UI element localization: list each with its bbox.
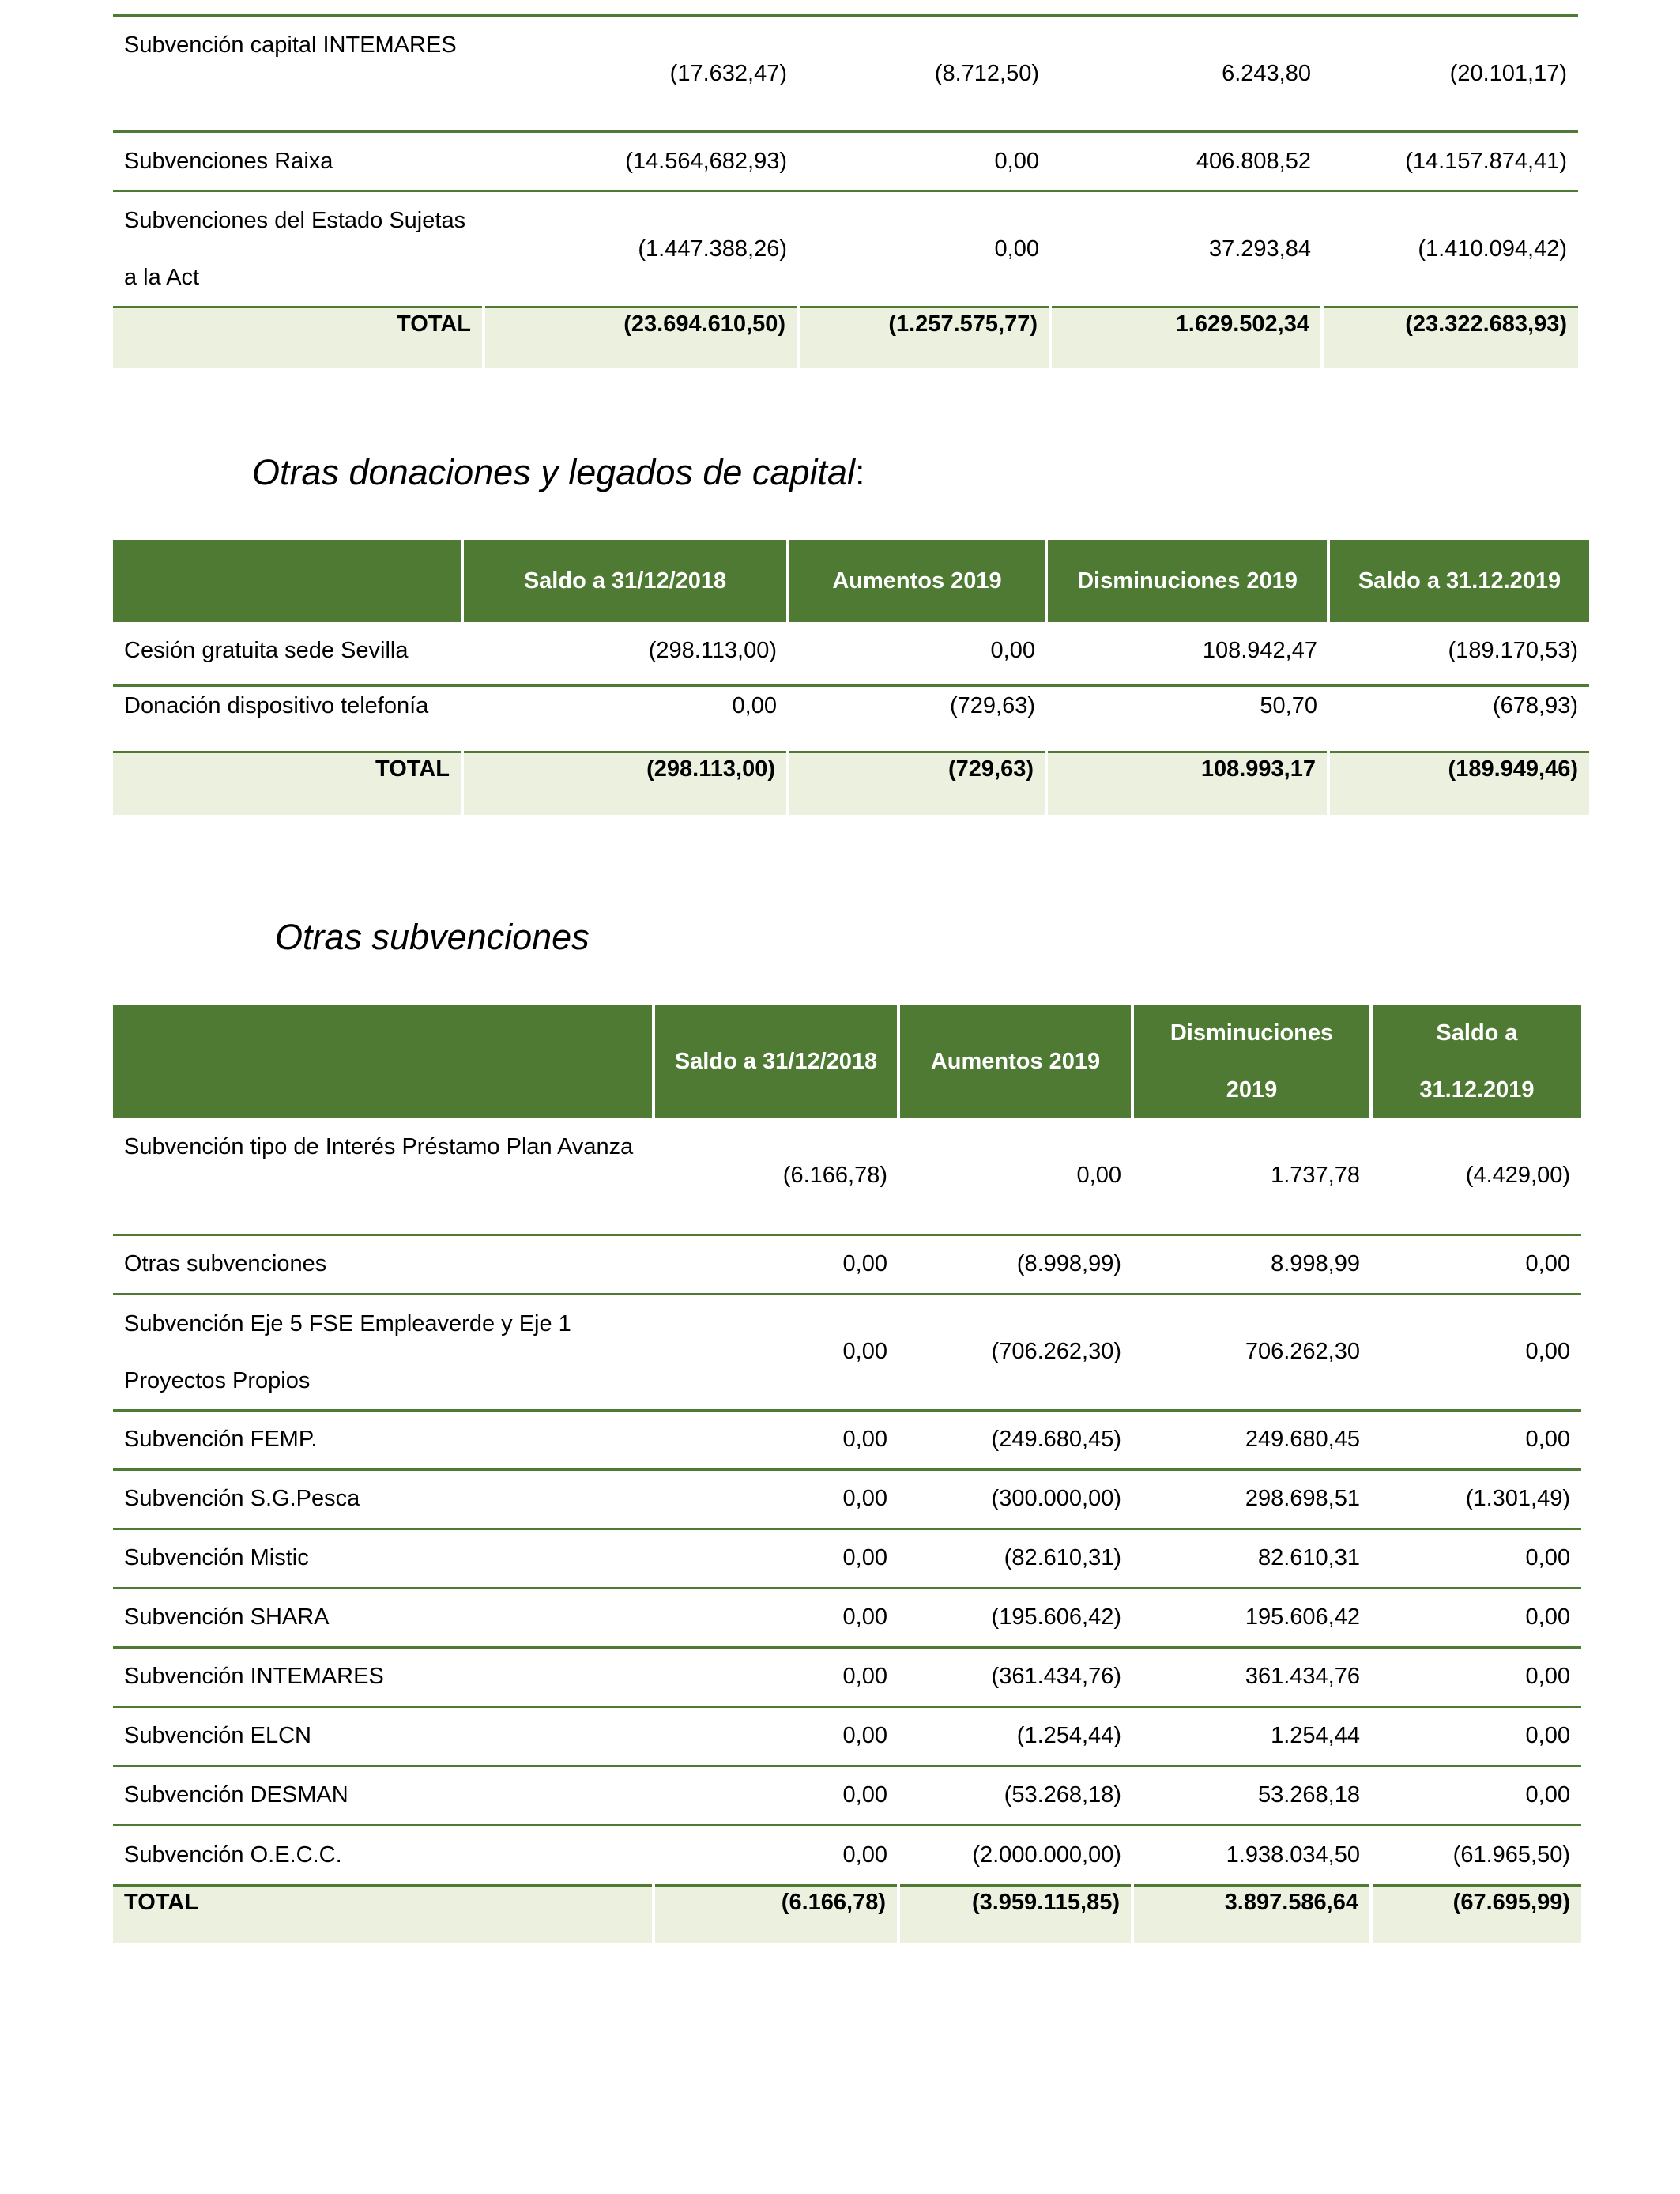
row-label: Subvención Mistic <box>113 1529 654 1588</box>
cell-saldo-2019: (189.170,53) <box>1448 638 1578 663</box>
header-disminuciones-2019: Disminuciones 2019 <box>1132 1005 1371 1118</box>
row-label: Donación dispositivo telefonía <box>113 685 462 752</box>
section-title-text: Otras subvenciones <box>275 917 590 957</box>
row-label: Subvención FEMP. <box>113 1410 654 1469</box>
row-label: Subvención SHARA <box>113 1588 654 1647</box>
cell-disminuciones-2019: 706.262,30 <box>1132 1294 1371 1410</box>
table-otras-donaciones <box>113 540 1589 815</box>
cell-disminuciones-2019: 50,70 <box>1046 685 1328 752</box>
cell-aumentos-2019: 0,00 <box>798 191 1050 307</box>
table-row <box>113 1529 1581 1588</box>
table-subvenciones-capital <box>113 14 1578 368</box>
cell-saldo-2019: 0,00 <box>1371 1766 1581 1825</box>
cell-aumentos-2019: (706.262,30) <box>898 1294 1132 1410</box>
cell-saldo-2018: (298.113,00) <box>648 638 777 663</box>
cell-saldo-2018: 0,00 <box>654 1469 898 1529</box>
cell-saldo-2019: (14.157.874,41) <box>1322 132 1578 191</box>
total-saldo-2018: (6.166,78) <box>654 1885 898 1943</box>
cell-saldo-2019: 0,00 <box>1371 1647 1581 1706</box>
cell-aumentos-2019: 0,00 <box>798 132 1050 191</box>
cell-aumentos-2019: (361.434,76) <box>898 1647 1132 1706</box>
cell-saldo-2018: 0,00 <box>654 1529 898 1588</box>
total-disminuciones-2019: 108.993,17 <box>1046 752 1328 815</box>
table-otras-subvenciones <box>113 1005 1581 1943</box>
cell-saldo-2019: 0,00 <box>1371 1294 1581 1410</box>
section-title-text: Otras donaciones y legados de capital <box>252 452 855 492</box>
cell-saldo-2019: (1.410.094,42) <box>1322 191 1578 307</box>
cell-disminuciones-2019: 195.606,42 <box>1132 1588 1371 1647</box>
row-label: Subvención DESMAN <box>113 1766 654 1825</box>
header-saldo-2019: Saldo a 31.12.2019 <box>1371 1005 1581 1118</box>
total-label: TOTAL <box>113 307 484 368</box>
cell-aumentos-2019: (1.254,44) <box>898 1706 1132 1766</box>
cell-saldo-2018: 0,00 <box>654 1294 898 1410</box>
cell-saldo-2019: 0,00 <box>1371 1706 1581 1766</box>
row-label: Subvención tipo de Interés Préstamo Plan Avanza <box>124 1134 634 1159</box>
cell-saldo-2019: (61.965,50) <box>1371 1825 1581 1885</box>
section-title-donaciones <box>252 452 865 493</box>
cell-disminuciones-2019: 53.268,18 <box>1132 1766 1371 1825</box>
cell-aumentos-2019: (249.680,45) <box>898 1410 1132 1469</box>
cell-saldo-2018: 0,00 <box>654 1825 898 1885</box>
table-row <box>113 1235 1581 1294</box>
total-aumentos-2019: (3.959.115,85) <box>898 1885 1132 1943</box>
cell-disminuciones-2019: 249.680,45 <box>1132 1410 1371 1469</box>
table-row <box>113 1294 1581 1410</box>
table-row <box>113 1825 1581 1885</box>
row-label: Subvenciones Raixa <box>113 132 484 191</box>
table-row <box>113 622 1589 685</box>
cell-disminuciones-2019: 1.737,78 <box>1271 1163 1360 1189</box>
cell-saldo-2019: 0,00 <box>1371 1588 1581 1647</box>
cell-saldo-2019: (678,93) <box>1328 685 1589 752</box>
cell-aumentos-2019: (195.606,42) <box>898 1588 1132 1647</box>
total-label: TOTAL <box>113 752 462 815</box>
table-row <box>113 1410 1581 1469</box>
table-row <box>113 685 1589 752</box>
total-saldo-2019: (67.695,99) <box>1371 1885 1581 1943</box>
header-aumentos-2019: Aumentos 2019 <box>788 540 1046 622</box>
cell-aumentos-2019: 0,00 <box>990 638 1035 663</box>
table-row <box>113 16 1578 132</box>
section-title-otras-subvenciones <box>275 917 590 958</box>
cell-saldo-2018: 0,00 <box>654 1766 898 1825</box>
total-saldo-2019: (189.949,46) <box>1328 752 1589 815</box>
cell-saldo-2019: (4.429,00) <box>1465 1163 1570 1189</box>
cell-saldo-2018: 0,00 <box>654 1647 898 1706</box>
table-row <box>113 191 1578 307</box>
cell-saldo-2019: (1.301,49) <box>1371 1469 1581 1529</box>
row-label: Subvención Eje 5 FSE Empleaverde y Eje 1 Proyectos Propios <box>113 1294 654 1410</box>
total-disminuciones-2019: 3.897.586,64 <box>1132 1885 1371 1943</box>
cell-disminuciones-2019: 298.698,51 <box>1132 1469 1371 1529</box>
cell-aumentos-2019: (300.000,00) <box>898 1469 1132 1529</box>
cell-saldo-2019: 0,00 <box>1371 1235 1581 1294</box>
header-aumentos-2019: Aumentos 2019 <box>898 1005 1132 1118</box>
cell-saldo-2019: 0,00 <box>1371 1410 1581 1469</box>
cell-aumentos-2019: (729,63) <box>788 685 1046 752</box>
cell-saldo-2018: (1.447.388,26) <box>484 191 798 307</box>
cell-aumentos-2019: (8.712,50) <box>798 16 1050 132</box>
table-row <box>113 1766 1581 1825</box>
cell-saldo-2018: 0,00 <box>462 685 788 752</box>
total-row <box>113 752 1589 815</box>
total-aumentos-2019: (729,63) <box>788 752 1046 815</box>
total-saldo-2018: (23.694.610,50) <box>484 307 798 368</box>
total-row <box>113 1885 1581 1943</box>
table-row <box>113 1706 1581 1766</box>
row-label: Otras subvenciones <box>113 1235 654 1294</box>
cell-aumentos-2019: 0,00 <box>1076 1163 1121 1189</box>
total-saldo-2019: (23.322.683,93) <box>1322 307 1578 368</box>
cell-disminuciones-2019: 82.610,31 <box>1132 1529 1371 1588</box>
cell-saldo-2018: (6.166,78) <box>782 1163 887 1189</box>
row-label: Subvenciones del Estado Sujetas a la Act <box>113 191 484 307</box>
cell-disminuciones-2019: 1.254,44 <box>1132 1706 1371 1766</box>
total-row <box>113 307 1578 368</box>
cell-aumentos-2019: (2.000.000,00) <box>898 1825 1132 1885</box>
header-saldo-2018: Saldo a 31/12/2018 <box>462 540 788 622</box>
total-label: TOTAL <box>113 1885 654 1943</box>
header-saldo-2019: Saldo a 31.12.2019 <box>1328 540 1589 622</box>
cell-disminuciones-2019: 6.243,80 <box>1050 16 1322 132</box>
table-row <box>113 1469 1581 1529</box>
table-row <box>113 1118 1581 1235</box>
row-label: Subvención O.E.C.C. <box>113 1825 654 1885</box>
cell-saldo-2018: 0,00 <box>654 1706 898 1766</box>
cell-aumentos-2019: (82.610,31) <box>898 1529 1132 1588</box>
cell-disminuciones-2019: 1.938.034,50 <box>1132 1825 1371 1885</box>
table-row <box>113 1588 1581 1647</box>
cell-saldo-2019: (20.101,17) <box>1322 16 1578 132</box>
cell-saldo-2019: 0,00 <box>1371 1529 1581 1588</box>
row-label: Subvención S.G.Pesca <box>113 1469 654 1529</box>
cell-aumentos-2019: (8.998,99) <box>898 1235 1132 1294</box>
table-row <box>113 132 1578 191</box>
row-label: Subvención ELCN <box>113 1706 654 1766</box>
header-blank <box>113 540 462 622</box>
cell-saldo-2018: (17.632,47) <box>484 16 798 132</box>
cell-disminuciones-2019: 108.942,47 <box>1202 638 1317 663</box>
total-disminuciones-2019: 1.629.502,34 <box>1050 307 1322 368</box>
header-blank <box>113 1005 654 1118</box>
header-disminuciones-2019: Disminuciones 2019 <box>1046 540 1328 622</box>
table-row <box>113 1647 1581 1706</box>
header-saldo-2018: Saldo a 31/12/2018 <box>654 1005 898 1118</box>
cell-aumentos-2019: (53.268,18) <box>898 1766 1132 1825</box>
cell-saldo-2018: 0,00 <box>654 1410 898 1469</box>
total-aumentos-2019: (1.257.575,77) <box>798 307 1050 368</box>
cell-saldo-2018: (14.564,682,93) <box>484 132 798 191</box>
cell-saldo-2018: 0,00 <box>654 1588 898 1647</box>
row-label: Subvención INTEMARES <box>113 1647 654 1706</box>
cell-disminuciones-2019: 361.434,76 <box>1132 1647 1371 1706</box>
section-title-suffix: : <box>854 452 865 492</box>
row-label: Cesión gratuita sede Sevilla <box>124 638 409 663</box>
cell-disminuciones-2019: 406.808,52 <box>1050 132 1322 191</box>
cell-disminuciones-2019: 8.998,99 <box>1132 1235 1371 1294</box>
total-saldo-2018: (298.113,00) <box>462 752 788 815</box>
cell-saldo-2018: 0,00 <box>654 1235 898 1294</box>
cell-disminuciones-2019: 37.293,84 <box>1050 191 1322 307</box>
row-label: Subvención capital INTEMARES <box>113 16 484 132</box>
